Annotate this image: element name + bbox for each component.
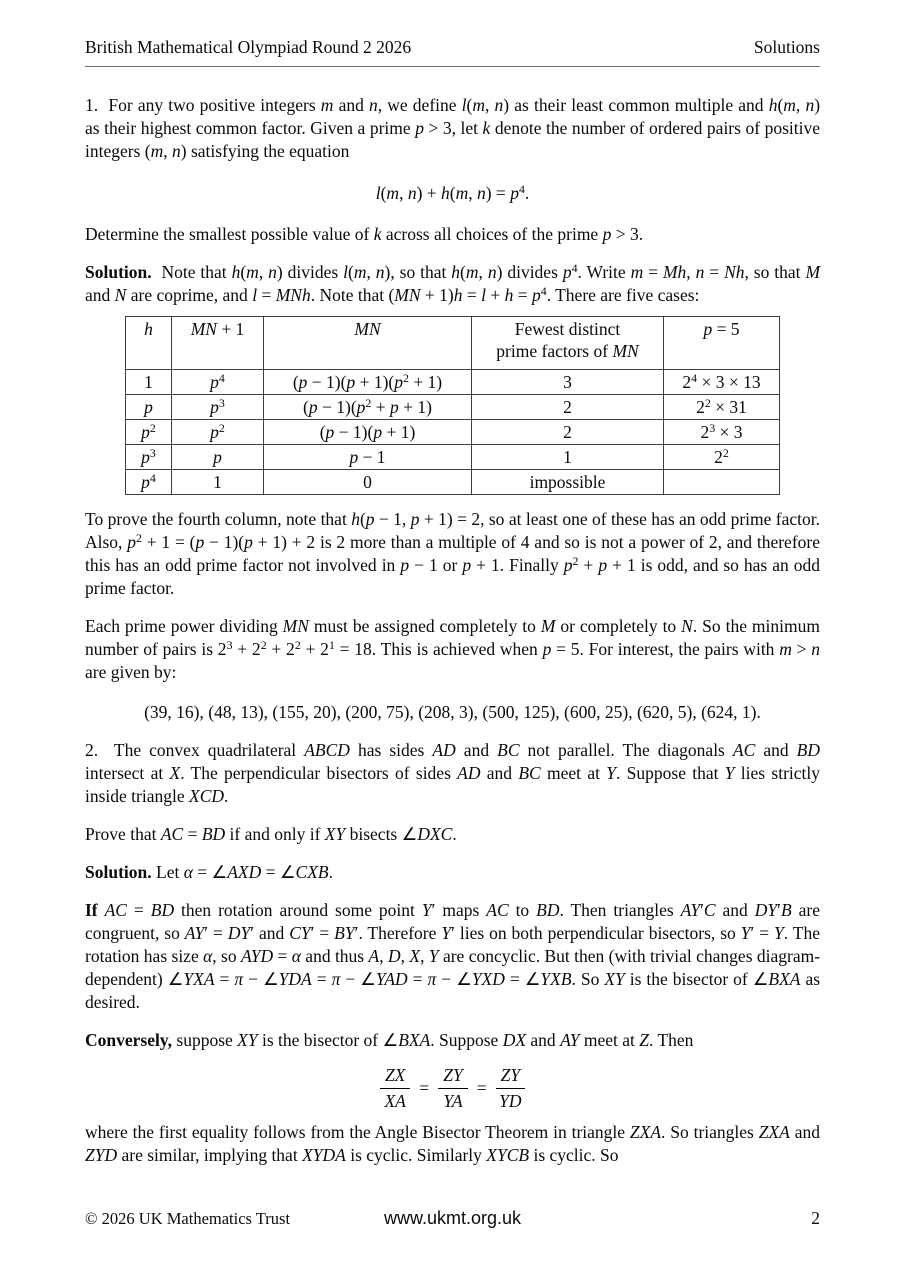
footer-page-number: 2 bbox=[811, 1208, 820, 1228]
equals-sign: = bbox=[476, 1078, 487, 1098]
table-cell: 2 bbox=[472, 420, 664, 445]
table-cell: $p^2$ bbox=[126, 420, 172, 445]
table-cell bbox=[664, 470, 780, 495]
table-cell: $p^3$ bbox=[126, 445, 172, 470]
problem2-solution-intro: Solution. Let α = ∠AXD = ∠CXB. bbox=[85, 862, 333, 882]
table-cell: p bbox=[126, 395, 172, 420]
problem1-solution-intro: Solution. Note that h(m, n) divides l(m, n), so that h(m, n) divides $p^4$. Write m = Mh, n = Nh, so that M and N are coprime, and l = MNh. Note that $(MN + 1)h = l + h = p^4$. There are five cases: bbox=[85, 261, 821, 305]
fraction-denominator: XA bbox=[384, 1091, 406, 1111]
fraction-zx-xa bbox=[380, 1065, 410, 1112]
table-cell: impossible bbox=[472, 470, 664, 495]
problem2-fraction-equation bbox=[85, 1065, 820, 1112]
table-cell: p − 1 bbox=[264, 445, 472, 470]
table-row bbox=[126, 470, 780, 495]
problem2-if-direction: If AC = BD then rotation around some point Y′ maps AC to BD. Then triangles AY′C and DY′B are congruent, so AY′ = DY′ and CY′ = BY′. Therefore Y′ lies on both perpendicular bisectors, so Y′ = Y. The rotation has size α, so AYD = α and thus A, D, X, Y are concyclic. But then (with trivial changes diagram-dependent) ∠YXA = π − ∠YDA = π − ∠YAD = π − ∠YXD = ∠YXB. So XY is the bisector of ∠BXA as desired. bbox=[85, 900, 821, 1012]
fraction-zy-yd bbox=[496, 1065, 525, 1112]
table-cell: 1 bbox=[472, 445, 664, 470]
footer-copyright: © 2026 UK Mathematics Trust bbox=[85, 1209, 291, 1228]
problem1-determine: Determine the smallest possible value of k across all choices of the prime p > 3. bbox=[85, 224, 644, 244]
problem2-statement: 2. The convex quadrilateral ABCD has sides AD and BC not parallel. The diagonals AC and BD intersect at X. The perpendicular bisectors of sides AD and BC meet at Y. Suppose that Y lies strictly inside triangle XCD. bbox=[85, 740, 820, 806]
cases-table bbox=[125, 316, 780, 495]
fraction-numerator: ZY bbox=[496, 1065, 525, 1089]
fraction-zy-ya bbox=[438, 1065, 467, 1112]
table-header-fewest-factors: Fewest distinct prime factors of MN bbox=[472, 317, 664, 370]
table-cell: $p^4$ bbox=[172, 370, 264, 395]
problem1-equation: l(m, n) + h(m, $n) = p^4$. bbox=[375, 182, 530, 203]
fraction-numerator: ZX bbox=[380, 1065, 410, 1089]
table-cell: (p − 1)(p + 1) bbox=[264, 420, 472, 445]
table-cell: $2^4 \times 3 \times 13$ bbox=[664, 370, 780, 395]
problem2-prove: Prove that AC = BD if and only if XY bisects ∠DXC. bbox=[85, 824, 457, 844]
table-cell: 1 bbox=[172, 470, 264, 495]
table-cell: $p^3$ bbox=[172, 395, 264, 420]
table-header-h: h bbox=[126, 317, 172, 370]
document-header bbox=[85, 36, 820, 59]
table-row bbox=[126, 395, 780, 420]
table-cell: $2^3 \times 3$ bbox=[664, 420, 780, 445]
table-header-mn-plus-1: MN + 1 bbox=[172, 317, 264, 370]
table-cell: 3 bbox=[472, 370, 664, 395]
fraction-denominator: YD bbox=[499, 1091, 522, 1111]
table-cell: $2^2$ bbox=[664, 445, 780, 470]
table-cell: $(p - 1)(p + 1)(p^2 + 1)$ bbox=[264, 370, 472, 395]
table-cell: 0 bbox=[264, 470, 472, 495]
table-cell: 1 bbox=[126, 370, 172, 395]
problem2-closing: where the first equality follows from the Angle Bisector Theorem in triangle ZXA. So triangles ZXA and ZYD are similar, implying that XYDA is cyclic. Similarly XYCB is cyclic. So bbox=[85, 1122, 820, 1165]
header-solutions-label: Solutions bbox=[753, 37, 820, 57]
problem1-pairs-list: (39, 16), (48, 13), (155, 20), (200, 75), (208, 3), (500, 125), (600, 25), (620, 5), (624, 1). bbox=[144, 702, 761, 722]
table-cell: 2 bbox=[472, 395, 664, 420]
table-cell: $p^4$ bbox=[126, 470, 172, 495]
table-header-p-equals-5: p = 5 bbox=[664, 317, 780, 370]
table-cell: p bbox=[172, 445, 264, 470]
header-rule bbox=[85, 66, 820, 67]
cases-table-container bbox=[85, 316, 820, 495]
fraction-numerator: ZY bbox=[438, 1065, 467, 1089]
fraction-denominator: YA bbox=[443, 1091, 463, 1111]
problem2-conversely: Conversely, suppose XY is the bisector of ∠BXA. Suppose DX and AY meet at Z. Then bbox=[85, 1030, 694, 1050]
table-row bbox=[126, 420, 780, 445]
table-cell: $p^2$ bbox=[172, 420, 264, 445]
table-cell: $2^2 \times 31$ bbox=[664, 395, 780, 420]
problem1-fourth-column-proof: To prove the fourth column, note that h(p − 1, p + 1) = 2, so at least one of these has an odd prime factor. Also, $p^2 + 1 = (p - 1)(p + 1) + 2$ is 2 more than a multiple of 4 and so is not a power of 2, and therefore this has an odd prime factor not involved in p − 1 or p + 1. Finally $p^2 + p + 1$ is odd, and so has an odd prime factor. bbox=[85, 509, 821, 598]
table-header-row bbox=[126, 317, 780, 370]
problem1-counting-argument: Each prime power dividing MN must be assigned completely to M or completely to N. So the minimum number of pairs is $2^3 + 2^2 + 2^2 + 2^1 = 18$. This is achieved when p = 5. For interest, the pairs with m > n are given by: bbox=[85, 616, 821, 682]
table-header-mn: MN bbox=[264, 317, 472, 370]
table-row bbox=[126, 445, 780, 470]
header-title: British Mathematical Olympiad Round 2 2026 bbox=[85, 37, 412, 57]
table-row bbox=[126, 370, 780, 395]
footer-url: www.ukmt.org.uk bbox=[383, 1208, 522, 1228]
table-cell: $(p - 1)(p^2 + p + 1)$ bbox=[264, 395, 472, 420]
document-footer bbox=[85, 1207, 820, 1230]
problem1-statement: 1. For any two positive integers m and n, we define l(m, n) as their least common multiple and h(m, n) as their highest common factor. Given a prime p > 3, let k denote the number of ordered pairs of positive integers (m, n) satisfying the equation bbox=[85, 95, 821, 161]
equals-sign: = bbox=[419, 1078, 430, 1098]
